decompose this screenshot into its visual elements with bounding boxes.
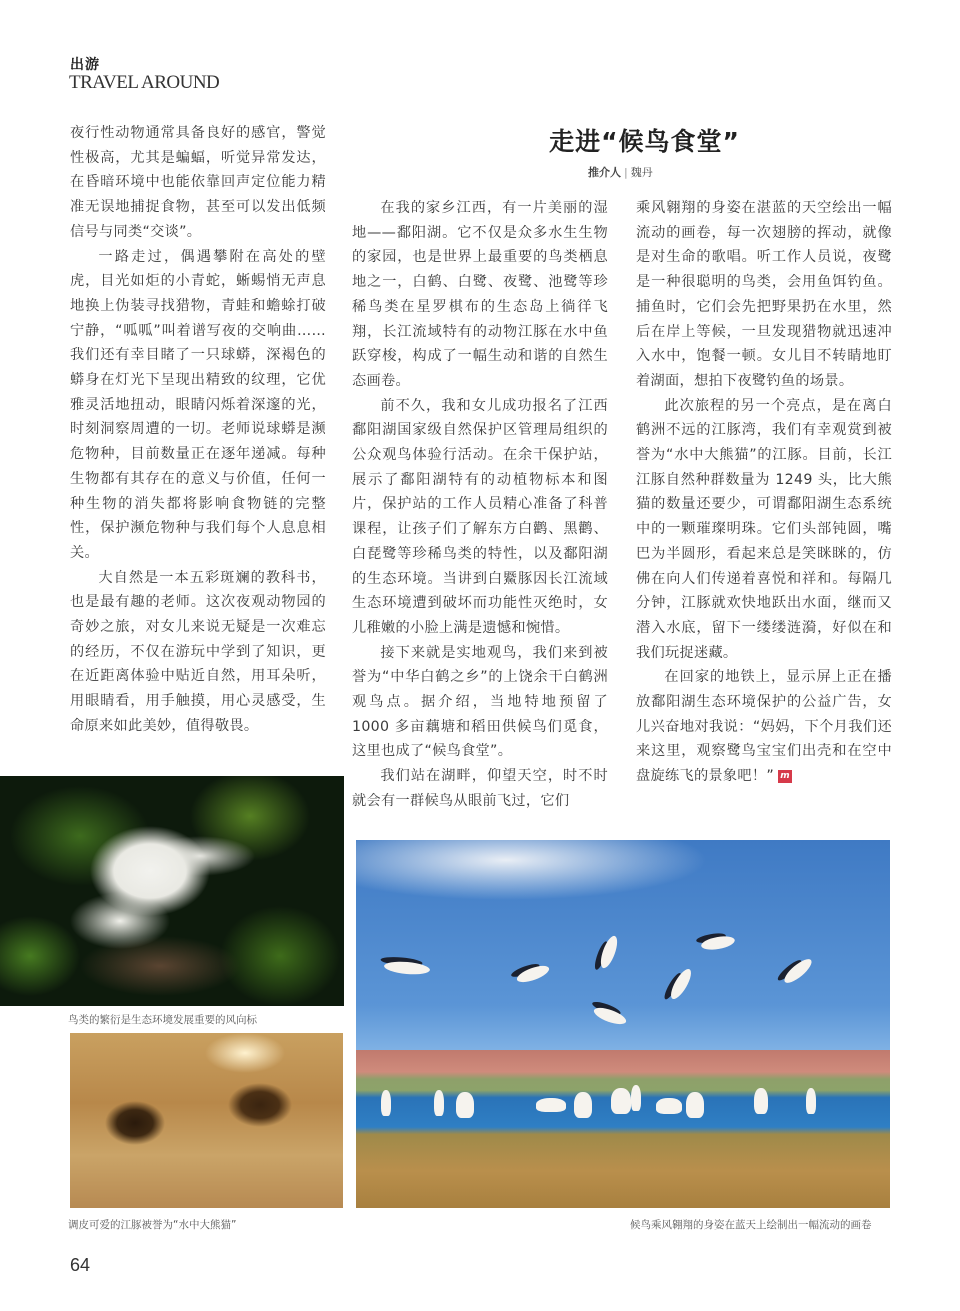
article-column-3	[636, 196, 892, 789]
paragraph: 前不久，我和女儿成功报名了江西鄱阳湖国家级自然保护区管理局组织的公众观鸟体验行活动。在余干保护站，展示了鄱阳湖特有的动植物标本和图片，保护站的工作人员精心准备了科普课程，让孩子们了解东方白鹳、黑鹳、白琵鹭等珍稀鸟类的特性，以及鄱阳湖的生态环境。当讲到白鱀豚因长江流域生态环境遭到破坏而功能性灭绝时，女儿稚嫩的小脸上满是遗憾和惋惜。	[352, 397, 608, 636]
flying-crane	[592, 1005, 628, 1028]
byline-author: 魏丹	[630, 166, 653, 179]
flying-crane	[384, 960, 431, 976]
article-title: 走进“候鸟食堂”	[549, 127, 740, 156]
photo-caption-egrets: 鸟类的繁衍是生态环境发展重要的风向标	[68, 1014, 257, 1026]
byline	[588, 164, 653, 180]
standing-crane	[631, 1085, 641, 1111]
photo-finless-porpoises	[70, 1033, 343, 1208]
byline-separator: |	[624, 166, 628, 179]
flying-crane	[667, 966, 694, 1001]
paragraph: 我们站在湖畔，仰望天空，时不时就会有一群候鸟从眼前飞过，它们	[352, 768, 608, 809]
standing-crane	[611, 1088, 631, 1114]
section-label-en: TRAVEL AROUND	[69, 72, 220, 93]
paragraph: 乘风翱翔的身姿在湛蓝的天空绘出一幅流动的画卷，每一次翅膀的挥动，就像是对生命的歌唱。听工作人员说，夜鹭是一种很聪明的鸟类，会用鱼饵钓鱼。捕鱼时，它们会先把野果扔在水里，然后在岸上等候，一旦发现猎物就迅速冲入水中，饱餐一顿。女儿目不转睛地盯着湖面，想拍下夜鹭钓鱼的场景。	[636, 200, 892, 389]
byline-role: 推介人	[588, 166, 621, 179]
photo-egrets-nesting	[0, 776, 344, 1006]
paragraph: 此次旅程的另一个亮点，是在离白鹤洲不远的江豚湾，我们有幸观赏到被誉为“水中大熊猫”的江豚。目前，长江江豚自然种群数量为 1249 头，比大熊猫的数量还要少，可谓鄱阳湖生态系统中的一颗璀璨明珠。它们头部钝圆，嘴巴为半圆形，看起来总是笑眯眯的，仿佛在向人们传递着喜悦和祥和。每隔几分钟，江豚就欢快地跃出水面，继而又潜入水底，留下一缕缕涟漪，好似在和我们玩捉迷藏。	[636, 397, 892, 661]
flying-crane	[515, 963, 551, 986]
photo-migratory-cranes	[356, 840, 890, 1208]
paragraph: 夜行性动物通常具备良好的感官，警觉性极高，尤其是蝙蝠，听觉异常发达，在昏暗环境中也能依靠回声定位能力精准无误地捕捉食物，甚至可以发出低频信号与同类“交谈”。	[70, 125, 326, 240]
flying-crane	[700, 934, 736, 952]
standing-crane	[456, 1092, 474, 1118]
standing-crane	[686, 1092, 704, 1118]
standing-crane	[381, 1090, 391, 1116]
standing-crane	[574, 1092, 592, 1118]
flying-crane	[598, 934, 621, 970]
paragraph: 接下来就是实地观鸟，我们来到被誉为“中华白鹤之乡”的上饶余干白鹤洲观鸟点。据介绍，当地特地预留了 1000 多亩藕塘和稻田供候鸟们觅食，这里也成了“候鸟食堂”。	[352, 644, 608, 760]
standing-crane	[536, 1098, 566, 1112]
paragraph-last	[636, 665, 892, 789]
photo-caption-porpoise: 调皮可爱的江豚被誉为“水中大熊猫”	[68, 1219, 237, 1231]
paragraph-text: 在回家的地铁上，显示屏上正在播放鄱阳湖生态环境保护的公益广告，女儿兴奋地对我说：“妈妈，下个月我们还来这里，观察鹭鸟宝宝们出壳和在空中盘旋练飞的景象吧！”	[636, 669, 892, 785]
standing-crane	[434, 1090, 444, 1116]
paragraph: 一路走过，偶遇攀附在高处的壁虎，目光如炬的小青蛇，蜥蜴悄无声息地换上伪装寻找猎物，青蛙和蟾蜍打破宁静，“呱呱”叫着谱写夜的交响曲……我们还有幸目睹了一只球蟒，深褐色的蟒身在灯光下呈现出精致的纹理，它优雅灵活地扭动，眼睛闪烁着深邃的光，时刻洞察周遭的一切。老师说球蟒是濒危物种，目前数量正在逐年递减。每种生物都有其存在的意义与价值，任何一种生物的消失都将影响食物链的完整性，保护濒危物种与我们每个人息息相关。	[70, 248, 326, 561]
standing-crane	[656, 1098, 682, 1114]
paragraph: 大自然是一本五彩斑斓的教科书，也是最有趣的老师。这次夜观动物园的奇妙之旅，对女儿来说无疑是一次难忘的经历，不仅在游玩中学到了知识，更在近距离体验中贴近自然，用耳朵听，用眼睛看，用手触摸，用心灵感受，生命原来如此美妙，值得敬畏。	[70, 569, 326, 734]
end-mark-icon: m	[778, 770, 792, 783]
photo-caption-cranes: 候鸟乘风翱翔的身姿在蓝天上绘制出一幅流动的画卷	[630, 1219, 872, 1231]
article-column-1	[70, 121, 326, 739]
flying-crane	[781, 955, 815, 986]
standing-crane	[754, 1088, 768, 1114]
section-label-cn: 出游	[70, 57, 100, 73]
paragraph: 在我的家乡江西，有一片美丽的湿地——鄱阳湖。它不仅是众多水生生物的家园，也是世界上最重要的鸟类栖息地之一，白鹤、白鹭、夜鹭、池鹭等珍稀鸟类在星罗棋布的生态岛上徜徉飞翔，长江流域特有的动物江豚在水中鱼跃穿梭，构成了一幅生动和谐的自然生态画卷。	[352, 200, 608, 389]
article-column-2	[352, 196, 608, 814]
standing-crane	[806, 1088, 816, 1114]
page-number: 64	[70, 1255, 91, 1275]
